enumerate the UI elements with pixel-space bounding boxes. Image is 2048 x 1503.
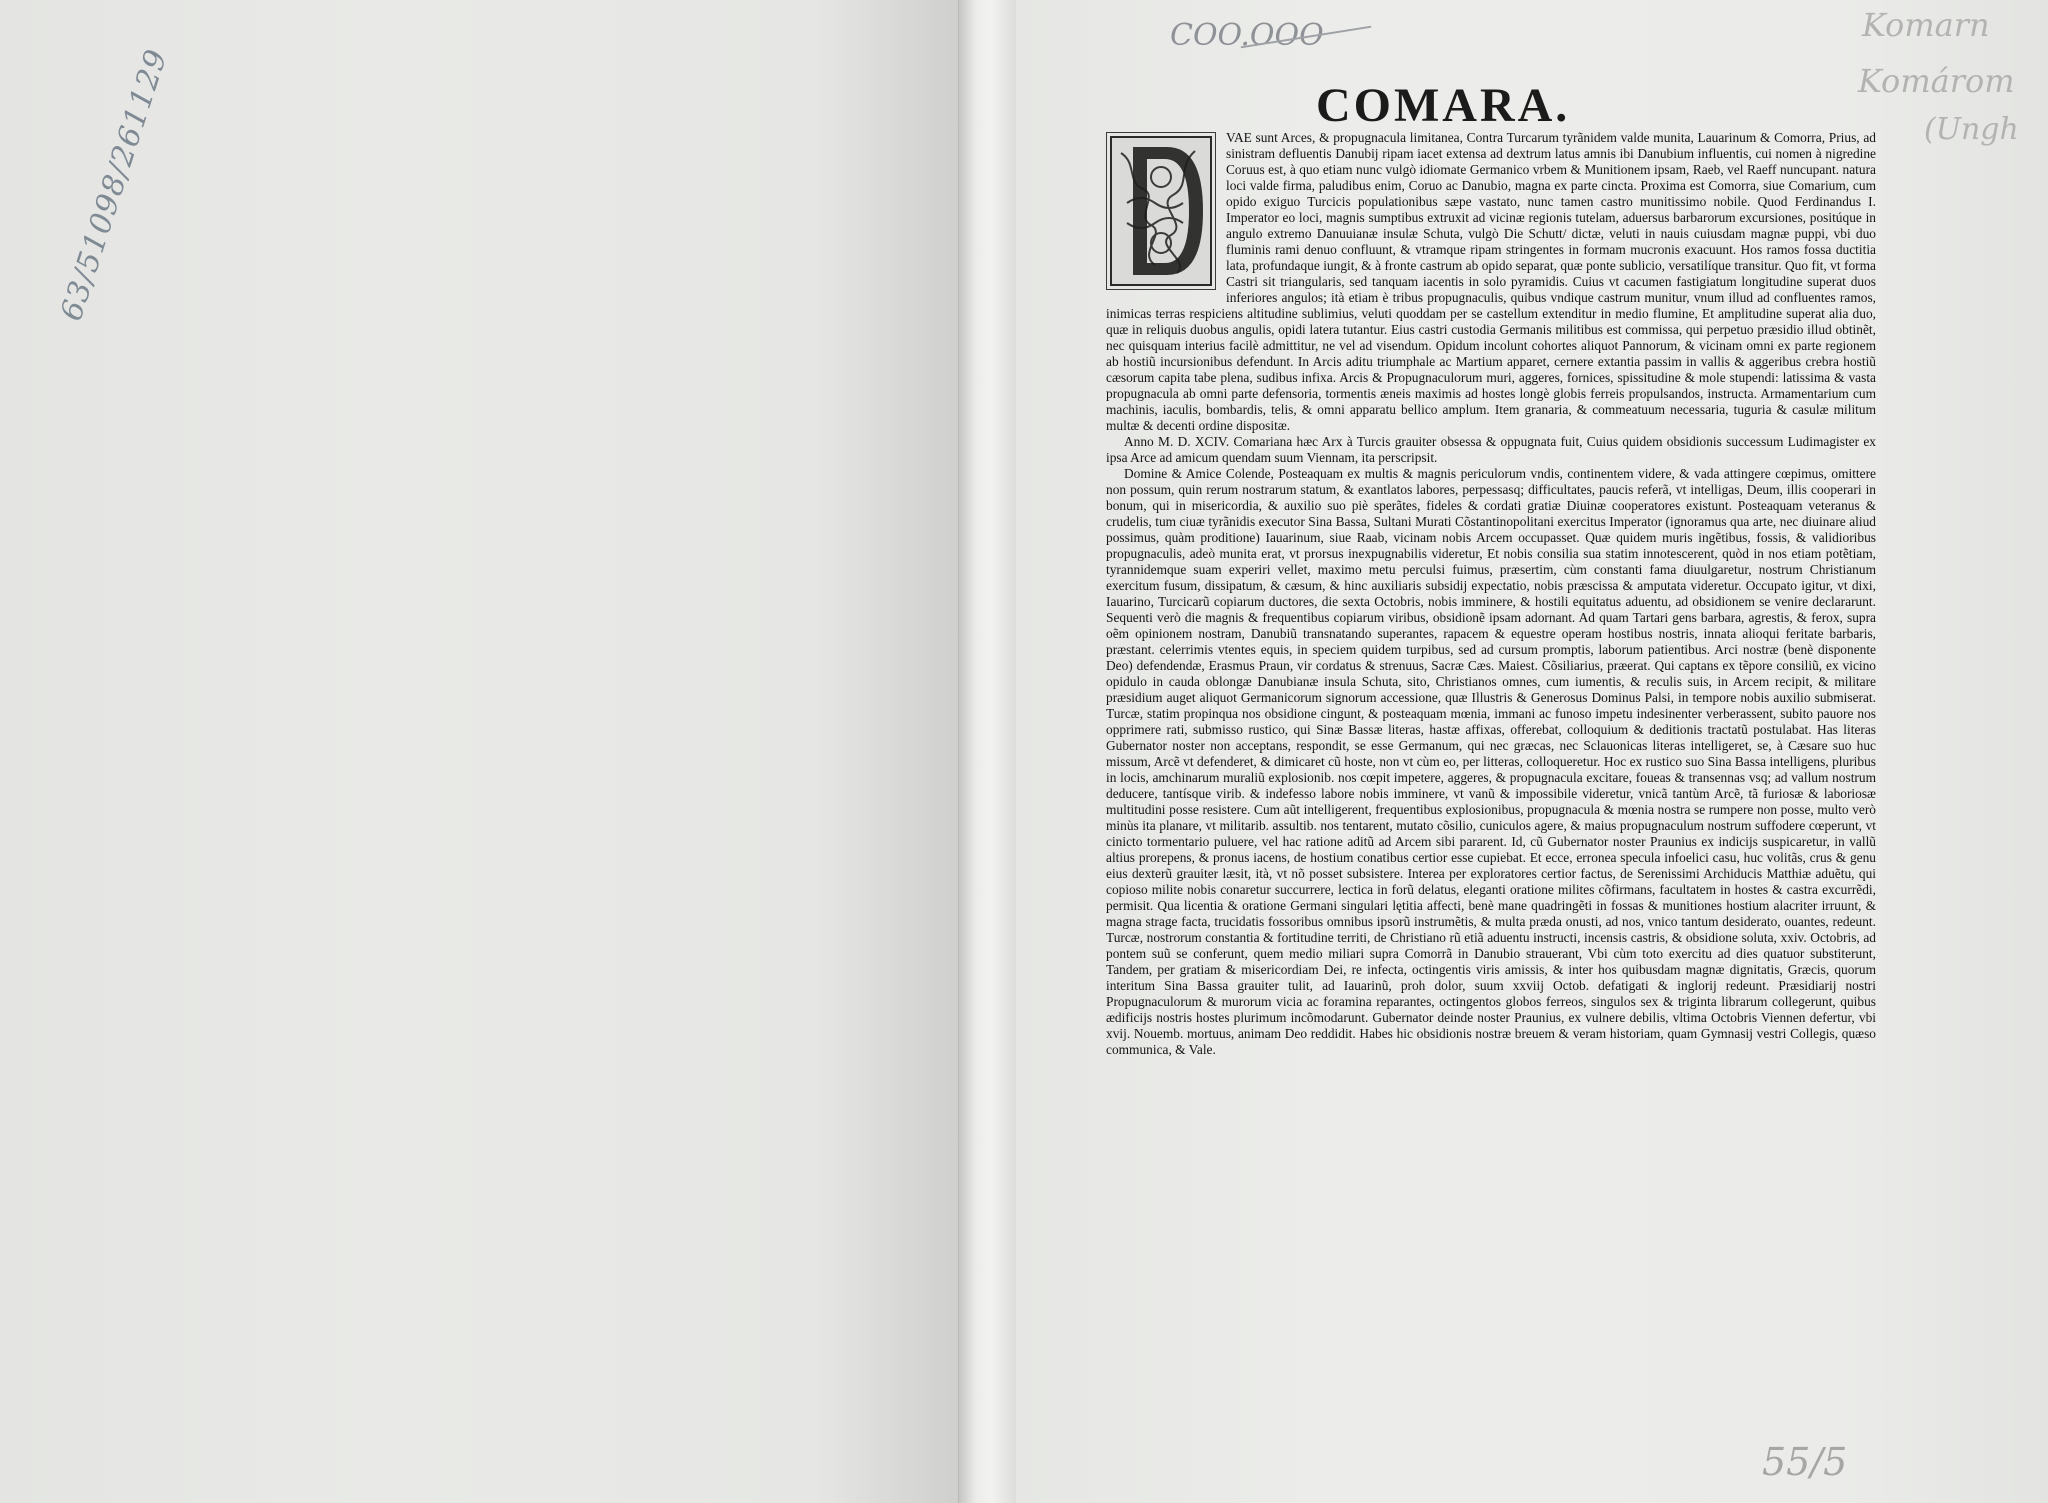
pencil-place-note-2: Komárom [1858, 62, 2015, 100]
paragraph-siege-intro: Anno M. D. XCIV. Comariana hæc Arx à Turcis grauiter obsessa & oppugnata fuit, Cuius quidem obsidionis successum Ludimagister ex ipsa Arce ad amicum quendam suum Viennam, ita perscripsit. [1106, 434, 1876, 465]
ornamental-initial [1106, 132, 1216, 290]
main-text-block [1106, 130, 1876, 1058]
paragraph-letter: Domine & Amice Colende, Posteaquam ex multis & magnis periculorum vndis, continentem videre, & vada attingere cœpimus, omittere non possum, quin rerum nostrarum statum, & exantlatos labores, perpessasq; difficultates, paucis referã, vt intelligas, Deum, illis cooperari in bonum, qui in misericordia, & auxilio suo piè sperãtes, fideles & cordati gratiæ Diuinæ cooperatores existunt. Posteaquam veteranus & crudelis, tum ciuæ tyrãnidis executor Sina Bassa, Sultani Murati Cõstantinopolitani exercitus Imperator (ignoramus qua arte, nec diuinare aliud possimus, quàm proditione) Iauarinum, siue Raab, vicinam nobis Arcem occupasset. Quæ quidem muris ingẽtibus, fossis, & validioribus propugnaculis, adeò munita erat, vt prorsus inexpugnabilis videretur, Et nobis consilia sua statim innotescerent, quòd in nos etiam potẽtiam, tyrannidemque suam experiri vellet, maximo metu perculsi fuimus, præsertim, cùm constanti fama diuulgaretur, nostrum Christianum exercitum fusum, dissipatum, & cæsum, & hinc auxiliaris subsidij expectatio, nobis præscissa & amputata videretur. Occupato igitur, vt dixi, Iauarino, Turcicarũ copiarum ductores, die sexta Octobris, nobis imminere, & hostili equitatus aduentu, ad obsidionem se venire declararunt. Sequenti verò die magnis & frequentibus copiarum viribus, obsidionẽ ipsam adornant. Ad quam Tartari gens barbara, agrestis, & ferox, supra oẽm opinionem nostram, Danubiũ transnatando superantes, rapacem & equestre operam hostibus nostris, innata alioqui feritate barbaris, præstant. celerrimis vtentes equis, in speciem quidem turpibus, sed ad cursum promptis, laborum patientibus. Arci nostræ (benè disponente Deo) defendendæ, Erasmus Praun, vir cordatus & strenuus, Sacræ Cæs. Maiest. Cõsiliarius, præerat. Qui captans ex tẽpore consiliũ, ex vicino opidulo in cauda oblongæ Danubianæ insula Schuta, sito, Christianos omnes, cum iumentis, & reculis suis, in Arcem recipit, & militare præsidium auget aliquot Germanicorum signorum accessione, quæ Illustris & Generosus Dominus Palsi, in tempore nobis auxilio submiserat. Turcæ, statim propinqua nos obsidione cingunt, & posteaquam mœnia, immani ac funoso impetu indesinenter verberassent, subito pauore nos opprimere rati, submisso rustico, qui Sinæ Bassæ literas, hastæ affixas, offerebat, colloquium & deditionis tractatũ postulabat. Has literas Gubernator noster non acceptans, respondit, se esse Germanum, qui nec græcas, nec Sclauonicas literas intelligeret, se, à Cæsare suo huc missum, Arcẽ vt defenderet, & dimicaret cũ hoste, non vt cùm eo, per litteras, colloqueretur. Hoc ex rustico suo Sina Bassa intelligens, pluribus in locis, amchinarum muraliũ explosionib. nos cœpit impetere, aggeres, & propugnacula excitare, foueas & transennas vsq; ad vallum nostrum deducere, tantísque virib. & indefesso labore nobis imminere, vt vanũ & impossibile videretur, vnicã tantùm Arcẽ, tã furiosæ & laboriosæ multitudini posse resistere. Cum aũt intelligerent, frequentibus explosionibus, propugnacula & mœnia nostra se rumpere non posse, multo verò minùs ita planare, vt militarib. assultib. nos tentarent, mutato cõsilio, cuniculos agere, & maius propugnaculum nostrum suffodere cœperunt, vt cinicto tormentario puluere, vel hac ratione aditũ ad Arcem sibi pararent. Id, cũ Gubernator noster Praunius ex indicijs suspicaretur, in vallũ altius prorepens, & pronus iacens, de hostium conatibus certior esse cupiebat. Et ecce, erronea specula infoelici casu, huc volitãs, crus & genu eius dexterũ grauiter læsit, ità, vt nõ posset subsistere. Interea per exploratores certior factus, de Serenissimi Archiducis Matthiæ aduẽtu, qui copioso milite nobis conaretur succurrere, lectica in forũ delatus, eleganti oratione milites cõfirmans, facultatem in hostes & castra excurrẽdi, permisit. Qua licentia & oratione Germani singulari lętitia affecti, benè mane quadringẽti in fossas & munitiones hostium alacriter irruunt, & magna strage facta, trucidatis fossoribus omnibus ipsorũ instrumẽtis, & multa præda onusti, ad nos, vnico tantum desiderato, ouantes, redeunt. Turcæ, nostrorum constantia & fortitudine territi, de Christiano rũ etiã aduentu instructi, incensis castris, & obsidione soluta, xxiv. Octobris, ad pontem suũ se conferunt, quem medio miliari supra Comorrã in Danubio strauerant, Vbi cùm toto exercitu ad dies quatuor substiterunt, Tandem, per gratiam & misericordiam Dei, re infecta, octingentis viris amissis, & inter hos quibusdam magnæ dignitatis, Græcis, quorum interitum Sina Bassa grauiter tulit, ad Iauarinũ, proh dolor, suum xxviij Octob. defatigati & inglorij redeunt. Præsidiarij nostri Propugnaculorum & murorum vicia ac foramina reparantes, octingentos globos ferreos, singulos sex & triginta librarum collegerunt, quibus ædificijs nostris hostes plurimum incõmodarunt. Gubernator deinde noster Praunius, ex vulnere debilis, vltima Octobris Viennen defertur, vbi xvij. Nouemb. mortuus, animam Deo reddidit. Habes hic obsidionis nostræ breuem & veram historiam, quam Gymnasij vestri Collegis, quæso communica, & Vale. [1106, 466, 1876, 1057]
pencil-reference-number: 63/51098/261129 [53, 44, 175, 326]
pencil-place-note-3: (Ungh [1924, 112, 2019, 147]
page-title: COMARA. [1316, 79, 1571, 132]
left-page-blank-verso [0, 0, 958, 1503]
paragraph-description: VAE sunt Arces, & propugnacula limitanea, Contra Turcarum tyrãnidem valde munita, Lauarinum & Comorra, Prius, ad sinistram defluentis Danubij ripam iacet extensa ad dextrum latus amnis ibi Danubium influentis, cui nomen à nigredine Coruus est, à quo etiam nunc vulgò idiomate Germanico vrbem & Munitionem ipsam, Raeb, vel Raeff nuncupant. natura loci valde firma, paludibus enim, Coruo ac Danubio, magna ex parte cincta. Proxima est Comorra, siue Comarium, cum opido exiguo Turcicis populationibus sæpe vastato, nunc tamen castro munitissimo nobile. Quod Ferdinandus I. Imperator eo loci, magnis sumptibus extruxit ad vicinæ regionis tutelam, aduersus barbarorum excursiones, positúque in angulo extremo Danuuianæ insulæ Schuta, vulgò Die Schutt/ dictæ, veluti in nauis cuiusdam magnæ puppi, vbi duo fluminis rami denuo confluunt, & vtramque ripam stringentes in formam mucronis exacuunt. Hos ramos fossa ductitia lata, profundaque iungit, & à fronte castrum ab opido separat, quæ ponte sublicio, versatilíque transitur. Quo fit, vt forma Castri sit triangularis, sed tanquam iacentis in solo pyramidis. Cuius vt cacumen fastigiatum longitudine superat duos inferiores angulos; ità etiam è tribus propugnaculis, quibus vndique castrum munitur, vnum illud ad confluentes ramos, inimicas terras respiciens altitudine sublimius, veluti quoddam per se castellum extenditur in medio flumine, Et amplitudine superat alia duo, quæ in reliquis duobus angulis, opidi latera tutantur. Eius castri custodia Germanis militibus est commissa, qui perpetuo præsidio illud obtinẽt, nec quisquam interius facilè admittitur, ne vel ad visendum. Opidum incolunt cohortes aliquot Pannorum, & vicinam omni ex parte regionem ab hostiũ incursionibus defendunt. In Arcis aditu triumphale ac Martium apparet, cernere extantia passim in vallis & aggeribus crebra hostiũ cæsorum capita tabe plena, sudibus infixa. Arcis & Propugnaculorum muri, aggeres, fornices, spissitudine & mole stupendi: latissima & vasta propugnacula ab omni parte defensoria, tormentis æneis maximis ad hostes longè globis ferreis propulsandos, instructa. Armamentarium cum machinis, iaculis, bombardis, telis, & omni apparatu bellico amplum. Item granaria, & commeatuum necessaria, tuguria & casulæ militum multæ & decenti ordine dispositæ. [1106, 130, 1876, 433]
page-gutter [958, 0, 1017, 1503]
pencil-place-note-1: Komarn [1862, 6, 1990, 44]
pencil-price-mark: COO.OOO [1170, 18, 1324, 53]
pencil-page-reference: 55/5 [1762, 1440, 1848, 1484]
initial-d-icon [1107, 133, 1215, 289]
